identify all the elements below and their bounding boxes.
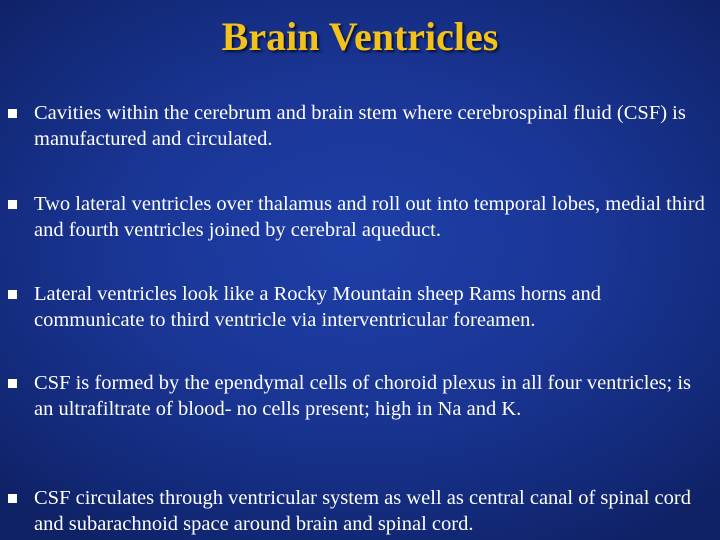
bullet-text: CSF circulates through ventricular system as well as central canal of spinal cord and subarachnoid space around brain and spinal cord. [34, 487, 691, 535]
square-bullet-icon [8, 200, 17, 209]
bullet-text: Lateral ventricles look like a Rocky Mountain sheep Rams horns and communicate to third ventricle via interventricular foreamen. [34, 283, 602, 331]
slide-title: Brain Ventricles [221, 14, 499, 59]
square-bullet-icon [8, 109, 17, 118]
bullet-text: Cavities within the cerebrum and brain stem where cerebrospinal fluid (CSF) is manufactured and circulated. [34, 102, 686, 150]
square-bullet-icon [8, 494, 17, 503]
square-bullet-icon [8, 379, 17, 388]
bullet-text: Two lateral ventricles over thalamus and roll out into temporal lobes, medial third and fourth ventricles joined by cerebral aqueduct. [34, 193, 705, 241]
bullet-text: CSF is formed by the ependymal cells of choroid plexus in all four ventricles; is an ultrafiltrate of blood- no cells present; high in Na and K. [34, 372, 692, 420]
square-bullet-icon [8, 290, 17, 299]
